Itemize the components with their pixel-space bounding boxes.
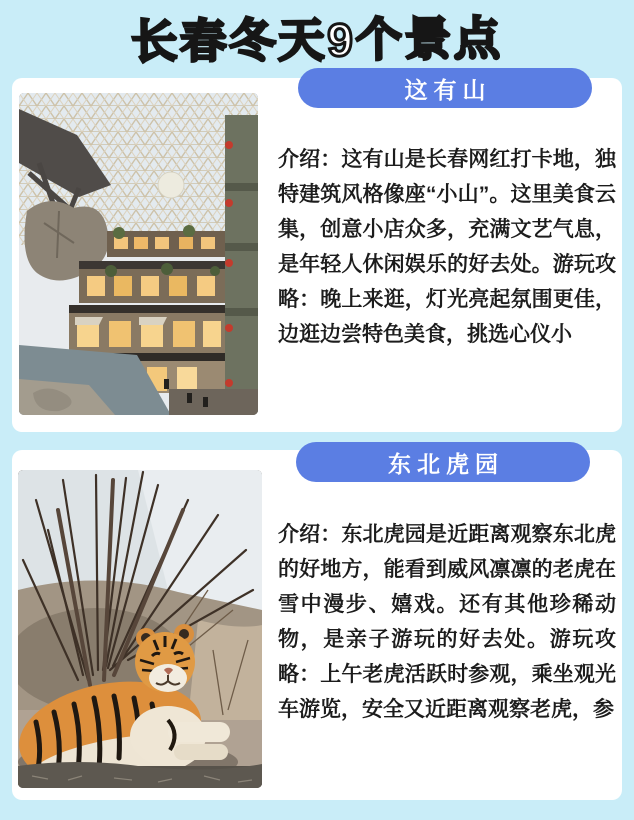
section-description: 介绍：东北虎园是近距离观察东北虎的好地方，能看到威风凛凛的老虎在雪中漫步、嬉戏。还有其他珍稀动物，是亲子游玩的好去处。游玩攻略：上午老虎活跃时参观，乘坐观光车游览，安全又近距离观察老虎，参: [278, 523, 616, 721]
section-title-label: 东北虎园: [388, 450, 504, 477]
tiger-photo: [18, 470, 262, 788]
tiger-photo-graphic: [18, 470, 262, 788]
section-card-zheyoushan: [12, 78, 622, 432]
section-title-pill: [298, 68, 592, 108]
mall-photo-graphic: [19, 93, 258, 415]
mall-photo: [19, 93, 258, 415]
page-title: 长春冬天9个景点: [131, 12, 504, 68]
section-card-dongbeihuyuan: [12, 450, 622, 800]
section-title-pill: [296, 442, 590, 482]
section-description: 介绍：这有山是长春网红打卡地，独特建筑风格像座“小山”。这里美食云集，创意小店众多，充满文艺气息，是年轻人休闲娱乐的好去处。游玩攻略：晚上来逛，灯光亮起氛围更佳，边逛边尝特色美食，挑选心仪小: [278, 148, 616, 346]
section-title-label: 这有山: [404, 76, 492, 103]
